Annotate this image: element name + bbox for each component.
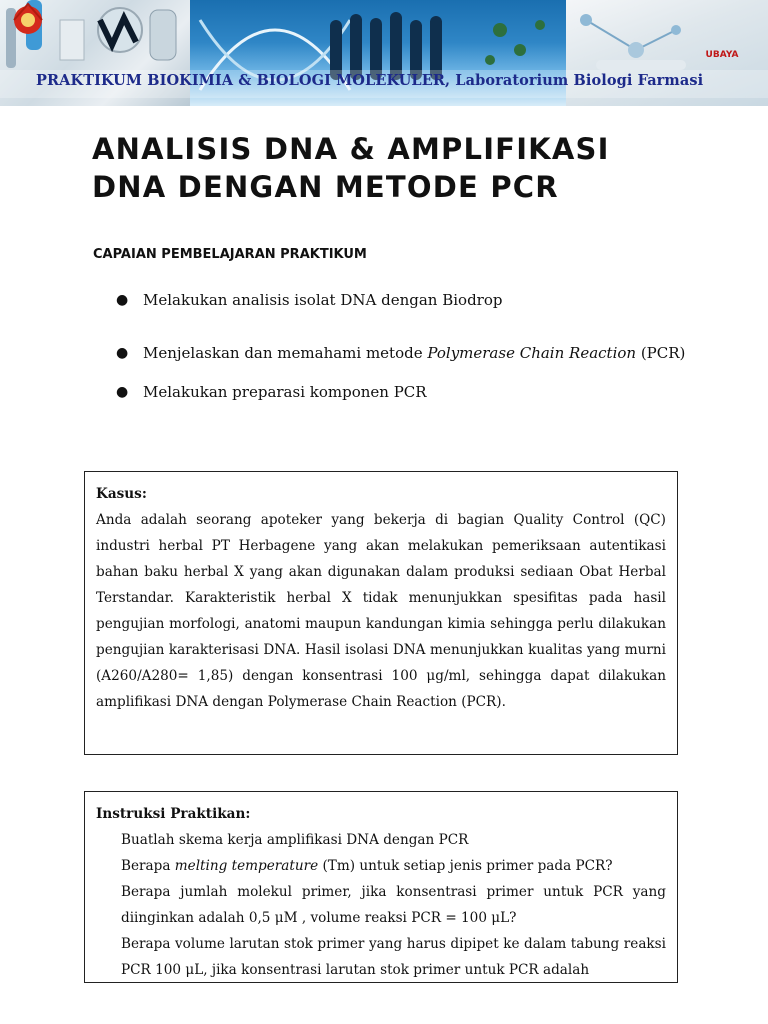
instruction-label: Instruksi Praktikan: [96,806,251,822]
list-item: Berapa volume larutan stok primer yang harus dipipet ke dalam tabung reaksi PCR 100 μL, jika konsentrasi larutan stok primer untuk PCR adalah [121,936,666,978]
learning-outcomes-list [92,282,692,410]
list-item: ● Melakukan analisis isolat DNA dengan Biodrop [92,282,692,318]
list-item: ● Menjelaskan dan memahami metode Polymerase Chain Reaction (PCR) [92,335,692,371]
bullet-icon: ● [116,384,129,400]
case-label: Kasus: [96,486,147,502]
bullet-icon: ● [116,292,129,308]
title-line-1: ANALISIS DNA & AMPLIFIKASI [92,132,610,166]
ubaya-logo-icon [0,0,56,52]
ubaya-logo-text: UBAYA [705,50,739,60]
list-item: Buatlah skema kerja amplifikasi DNA dengan PCR [121,832,469,848]
case-box [84,471,678,755]
learning-outcomes-heading: CAPAIAN PEMBELAJARAN PRAKTIKUM [93,247,367,262]
instruction-list [96,827,666,983]
banner-title: PRAKTIKUM BIOKIMIA & BIOLOGI MOLEKULER, Laboratorium Biologi Farmasi [36,72,704,89]
instruction-box [84,791,678,983]
title-line-2: DNA DENGAN METODE PCR [92,170,559,204]
list-item: Berapa jumlah molekul primer, jika konsentrasi primer untuk PCR yang diinginkan adalah 0,5 μM , volume reaksi PCR = 100 μL? [121,884,666,926]
list-item: Berapa melting temperature (Tm) untuk setiap jenis primer pada PCR? [121,858,613,874]
list-item: ● Melakukan preparasi komponen PCR [92,374,692,410]
bullet-icon: ● [116,345,129,361]
page-title [92,130,692,206]
case-body: Anda adalah seorang apoteker yang bekerja di bagian Quality Control (QC) industri herbal PT Herbagene yang akan melakukan pemeriksaan autentikasi bahan baku herbal X yang akan digunakan dalam produksi sediaan Obat Herbal Terstandar. Karakteristik herbal X tidak menunjukkan spesifitas pada hasil pengujian morfologi, anatomi maupun kandungan kimia sehingga perlu dilakukan pengujian karakterisasi DNA. Hasil isolasi DNA menunjukkan kualitas yang murni (A260/A280= 1,85) dengan konsentrasi 100 μg/ml, sehingga dapat dilakukan amplifikasi DNA dengan Polymerase Chain Reaction (PCR). [96,512,666,710]
header-banner [0,0,768,106]
